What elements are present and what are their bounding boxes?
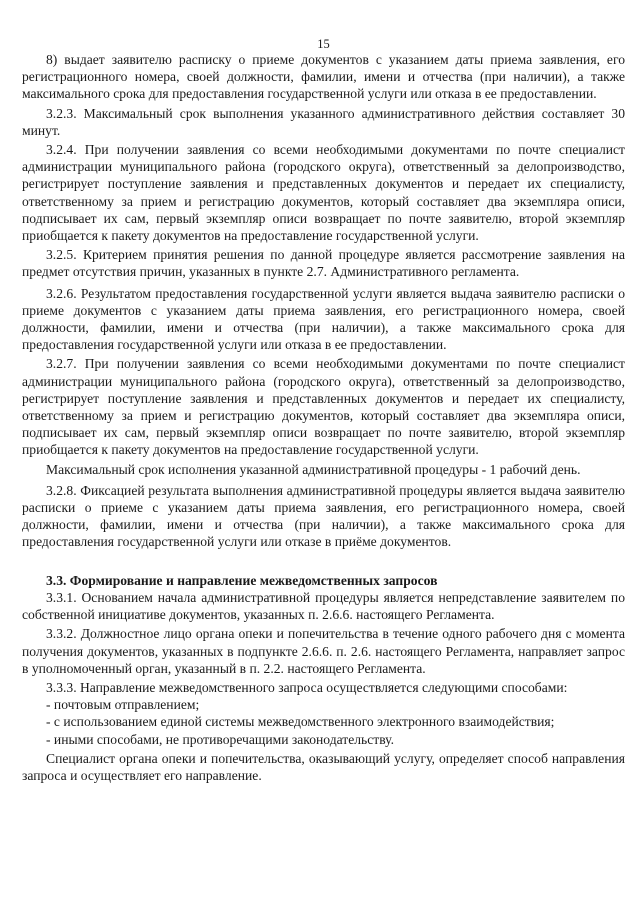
paragraph-specialist: Специалист органа опеки и попечительства, оказывающий услугу, определяет способ направления запроса и осуществляет его направление. (22, 750, 625, 783)
list-item-other: - иными способами, не противоречащими законодательству. (46, 731, 395, 747)
paragraph-8-receipt: 8) выдает заявителю расписку о приеме документов с указанием даты приема заявления, его регистрационного номера, своей должности, фамилии, имени и отчества (при наличии), а также максимального срока для предоставления государственной услуги или отказа в ее предоставлении. (22, 52, 625, 102)
document-page (22, 0, 625, 905)
paragraph-3-2-4: 3.2.4. При получении заявления со всеми необходимыми документами по почте специалист администрации муниципального района (городского округа), ответственный за делопроизводство, регистрирует поступление заявления и представленных документов и передает их специалисту, ответственному за прием и регистрацию документов, который составляет два экземпляра описи, подписывает их сам, первый экземпляр описи возвращает по почте заявителю, второй экземпляр приобщается к пакету документов на предоставление государственной услуги. (22, 142, 625, 244)
paragraph-3-3-1: 3.3.1. Основанием начала административной процедуры является непредставление заявителем по собственной инициативе документов, указанных п. 2.6.6. настоящего Регламента. (22, 589, 625, 623)
section-heading-3-3: 3.3. Формирование и направление межведомственных запросов (46, 572, 438, 588)
list-item-electronic: - с использованием единой системы межведомственного электронного взаимодействия; (46, 714, 555, 730)
paragraph-3-2-3: 3.2.3. Максимальный срок выполнения указанного административного действия составляет 30 минут. (22, 105, 625, 138)
paragraph-3-3-3: 3.3.3. Направление межведомственного запроса осуществляется следующими способами: (46, 679, 568, 695)
document-body (22, 51, 625, 784)
paragraph-max-term: Максимальный срок исполнения указанной административной процедуры - 1 рабочий день. (46, 461, 581, 477)
paragraph-3-3-2: 3.3.2. Должностное лицо органа опеки и попечительства в течение одного рабочего дня с момента получения документов, указанных в подпункте 2.6.6. п. 2.6. настоящего Регламента, направляет запрос в уполномоченный орган, указанный в п. 2.2. настоящего Регламента. (22, 626, 625, 676)
paragraph-3-2-8: 3.2.8. Фиксацией результата выполнения административной процедуры является выдача заявителю расписки о приеме с указанием даты приема заявления, его регистрационного номера, своей должности, фамилии, имени и отчества (при наличии), а также максимального срока для предоставления государственной услуги или отказе в приёме документов. (22, 482, 625, 550)
paragraph-3-2-6: 3.2.6. Результатом предоставления государственной услуги является выдача заявителю расписки о приеме документов с указанием даты приема заявления, его регистрационного номера, своей должности, фамилии, имени и отчества (при наличии), а также максимального срока для предоставления государственной услуги или отказа в ее предоставлении. (22, 285, 625, 353)
paragraph-3-2-7: 3.2.7. При получении заявления со всеми необходимыми документами по почте специалист администрации муниципального района (городского округа), ответственный за делопроизводство, регистрирует поступление заявления и представленных документов и передает их специалисту, ответственному за прием и регистрацию документов, который составляет два экземпляра описи, подписывает их сам, первый экземпляр описи возвращает по почте заявителю, второй экземпляр приобщается к пакету документов на предоставление государственной услуги. (22, 356, 625, 458)
list-item-post: - почтовым отправлением; (46, 697, 200, 713)
page-number: 15 (317, 37, 330, 51)
paragraph-3-2-5: 3.2.5. Критерием принятия решения по данной процедуре является рассмотрение заявления на предмет отсутствия причин, указанных в пункте 2.7. Административного регламента. (22, 247, 625, 280)
